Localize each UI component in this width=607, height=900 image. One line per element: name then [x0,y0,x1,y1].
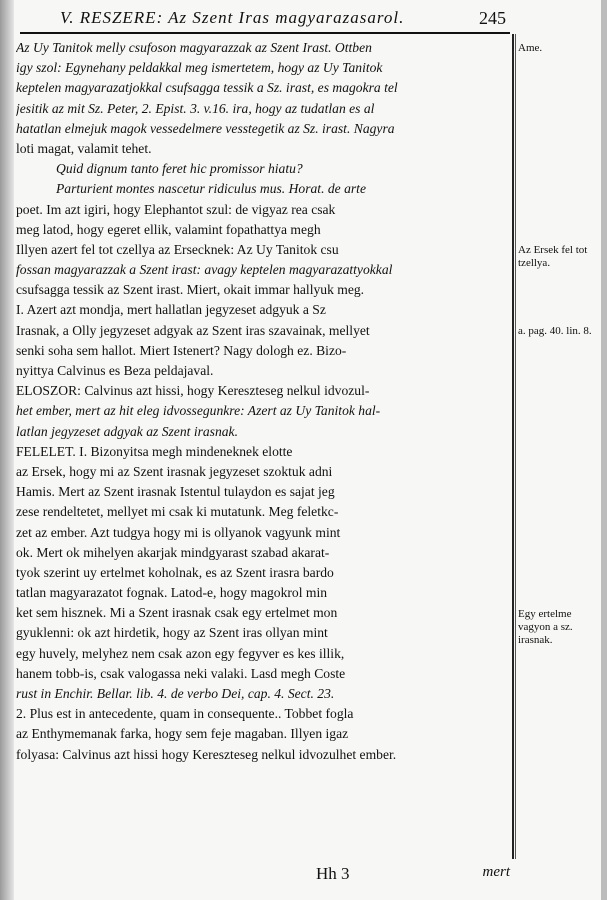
signature-mark: Hh 3 [316,864,350,883]
text-line: senki soha sem hallot. Miert Istenert? Nagy dologh ez. Bizo- [16,342,347,358]
text-line: gyuklenni: ok azt hirdetik, hogy az Szent iras ollyan mint [16,625,328,641]
text-line: ket sem hisznek. Mi a Szent irasnak csak egy ertelmet mon [16,605,338,621]
text-line: az Enthymemanak farka, hogy sem feje magaban. Illyen igaz [16,726,349,742]
text-line: poet. Im azt igiri, hogy Elephantot szul: de vigyaz rea csak [16,201,336,217]
body-text [16,38,508,765]
page-footer [16,864,510,888]
text-line: igy szol: Egynehany peldakkal meg ismertetem, hogy az Uy Tanitok [16,60,383,76]
text-line: ok. Mert ok mihelyen akarjak mindgyarast szabad akarat- [16,544,330,560]
margin-note: a. pag. 40. lin. 8. [518,324,592,337]
page-number: 245 [479,8,506,28]
text-line: meg latod, hogy egeret ellik, valamint fopathattya megh [16,221,321,237]
text-line: hanem tobb-is, csak valogassa neki valaki. Lasd megh Coste [16,665,346,681]
text-line: Quid dignum tanto feret hic promissor hiatu? [56,161,303,177]
margin-note: Ame. [518,42,543,54]
margin-note: Egy ertelme vagyon a sz. irasnak. [518,607,573,646]
text-line: ELOSZOR: Calvinus azt hissi, hogy Kereszteseg nelkul idvozul- [16,383,370,399]
text-line: keptelen magyarazatjokkal csufsagga tessik a Sz. irast, es magokra tel [16,80,398,96]
catchword: mert [482,864,510,880]
text-line: tyok szerint uy ertelmet koholnak, es az Szent irasra bardo [16,564,334,580]
text-line: 2. Plus est in antecedente, quam in consequente.. Tobbet fogla [16,706,354,722]
text-line: Parturient montes nascetur ridiculus mus. Horat. de arte [56,181,366,197]
text-line: nyittya Calvinus es Beza peldajaval. [16,363,214,378]
text-line: zet az ember. Azt tudgya hogy mi is ollyanok vagyunk mint [16,524,341,540]
text-line: csufsagga tessik az Szent irast. Miert, okait immar hallyuk meg. [16,282,365,298]
column-rule [512,34,514,859]
text-line: het ember, mert az hit eleg idvossegunkre: Azert az Uy Tanitok hal- [16,403,381,419]
text-line: rust in Enchir. Bellar. lib. 4. de verbo Dei, cap. 4. Sect. 23. [16,686,335,701]
scan-gutter-shadow [0,0,14,900]
running-title: V. RESZERE: Az Szent Iras magyarazasarol. [60,8,405,27]
text-line: fossan magyarazzak a Szent irast: avagy keptelen magyarazattyokkal [16,262,393,278]
text-line: jesitik az mit Sz. Peter, 2. Epist. 3. v.16. ira, hogy az tudatlan es al [16,100,375,116]
text-line: folyasa: Calvinus azt hissi hogy Kereszteseg nelkul idvozulhet ember. [16,746,397,762]
text-line: loti magat, valamit tehet. [16,140,152,156]
text-line: FELELET. I. Bizonyitsa megh mindeneknek elotte [16,443,293,459]
text-line: latlan jegyzeset adgyak az Szent irasnak. [16,423,238,439]
text-line: egy huvely, melyhez nem csak azon egy fegyver es kes illik, [16,645,345,661]
text-line: zese rendeltetet, mellyet mi csak ki mutatunk. Meg feletkc- [16,504,339,520]
page-edge [601,0,607,900]
text-line: Az Uy Tanitok melly csufoson magyarazzak az Szent Irast. Ottben [16,40,372,55]
text-line: Illyen azert fel tot czellya az Ersecknek: Az Uy Tanitok csu [16,241,339,257]
text-line: tatlan magyarazatot fognak. Latod-e, hogy magokrol min [16,585,328,601]
text-line: Hamis. Mert az Szent irasnak Istentul tulaydon es sajat jeg [16,484,335,500]
column-rule-inner [515,34,516,859]
margin-note: Az Ersek fel tot tzellya. [518,244,588,269]
running-header [20,6,510,34]
text-line: hatatlan elmejuk magok vessedelmere vesstegetik az Sz. irast. Nagyra [16,120,395,136]
text-line: az Ersek, hogy mi az Szent irasnak jegyzeset szoktuk adni [16,463,333,479]
text-line: Irasnak, a Olly jegyzeset adgyak az Szent iras szavainak, mellyet [16,322,370,338]
text-line: I. Azert azt mondja, mert hallatlan jegyzeset adgyuk a Sz [16,302,326,318]
